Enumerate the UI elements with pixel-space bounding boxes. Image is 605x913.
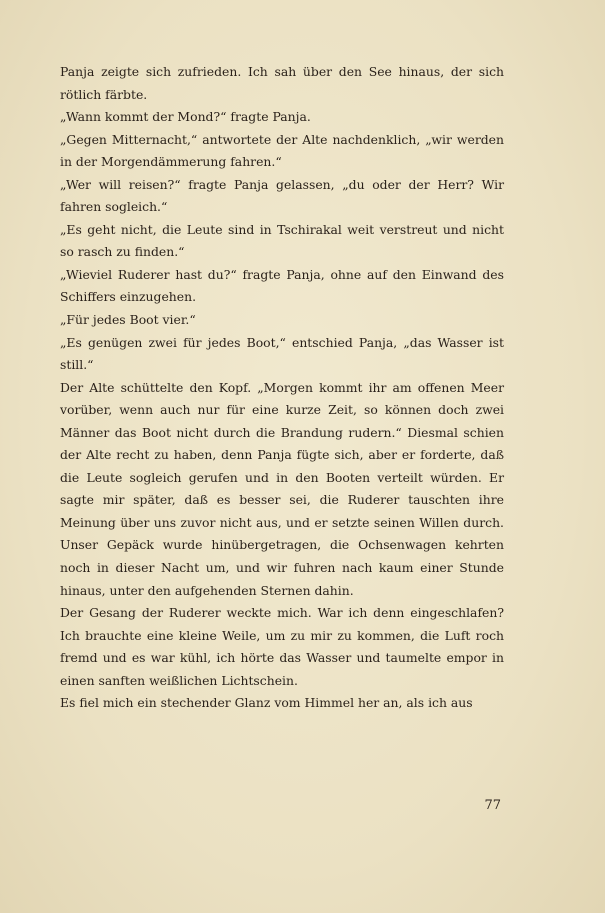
paragraph-6: „Wieviel Ruderer hast du?“ fragte Panja, ohne auf den Einwand des Schiffers einzugehen. xyxy=(60,266,504,305)
body-text xyxy=(60,61,504,715)
paragraph-8: „Es genügen zwei für jedes Boot,“ entschied Panja, „das Wasser ist still.“ xyxy=(60,334,504,373)
paragraph-4: „Wer will reisen?“ fragte Panja gelassen, „du oder der Herr? Wir fahren sogleich.“ xyxy=(60,176,504,215)
paragraph-9: Der Alte schüttelte den Kopf. „Morgen kommt ihr am offenen Meer vorüber, wenn auch nur für eine kurze Zeit, so können doch zwei Männer das Boot nicht durch die Brandung rudern.“ Diesmal schien der Alte recht zu haben, denn Panja fügte sich, aber er forderte, daß die Leute sogleich gerufen und in den Booten verteilt würden. Er sagte mir später, daß es besser sei, die Ruderer tauschten ihre Meinung über uns zuvor nicht aus, und er setzte seinen Willen durch. Unser Gepäck wurde hinübergetragen, die Ochsenwagen kehrten noch in dieser Nacht um, und wir fuhren nach kaum einer Stunde hinaus, unter den aufgehenden Sternen dahin. xyxy=(60,379,504,598)
paragraph-1: Panja zeigte sich zufrieden. Ich sah über den See hinaus, der sich rötlich färbte. xyxy=(60,64,504,102)
paragraph-2: „Wann kommt der Mond?“ fragte Panja. xyxy=(60,109,311,125)
paragraph-3: „Gegen Mitternacht,“ antwortete der Alte nachdenklich, „wir werden in der Morgendämmerung fahren.“ xyxy=(60,131,504,170)
paragraph-7: „Für jedes Boot vier.“ xyxy=(60,312,196,328)
paragraph-5: „Es geht nicht, die Leute sind in Tschirakal weit verstreut und nicht so rasch zu finden.“ xyxy=(60,221,504,260)
page-number: 77 xyxy=(484,798,501,813)
paragraph-11: Es fiel mich ein stechender Glanz vom Himmel her an, als ich aus xyxy=(60,695,473,711)
paragraph-10: Der Gesang der Ruderer weckte mich. War ich denn eingeschlafen? Ich brauchte eine kleine Weile, um zu mir zu kommen, die Luft roch fremd und es war kühl, ich hörte das Wasser und taumelte empor in einen sanften weißlichen Lichtschein. xyxy=(60,605,504,688)
